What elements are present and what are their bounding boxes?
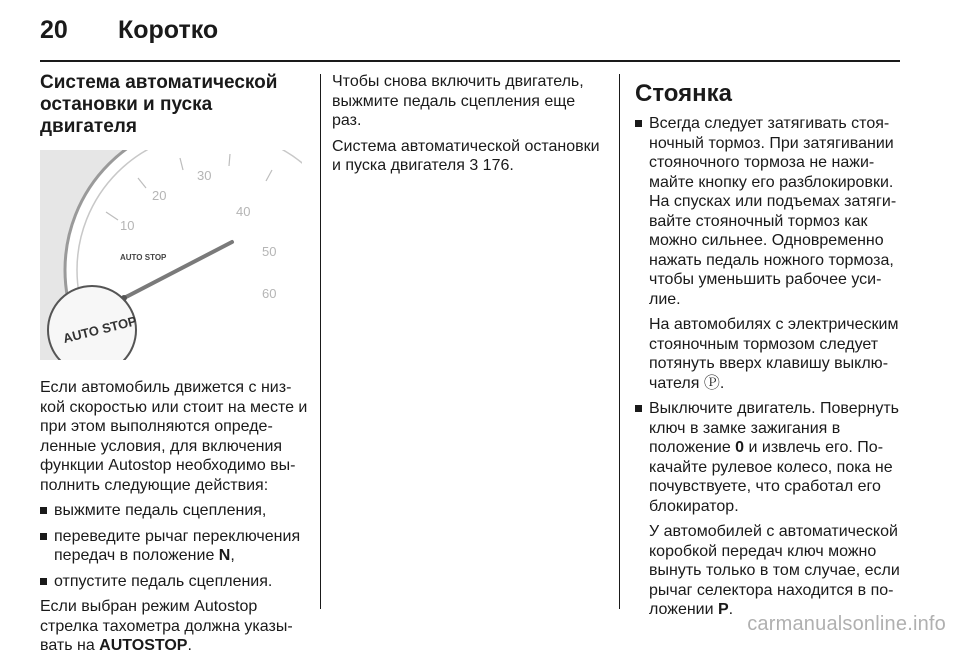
column-divider-1 [320,74,321,609]
section-heading-parking: Стоянка [635,80,732,107]
right-column [635,80,903,626]
gauge-number-40: 40 [236,204,251,219]
gauge-number-10: 10 [120,218,135,233]
left-column [40,72,308,662]
page-number: 20 [40,16,68,44]
list-item: переведите рычаг переключения передач в положение N, [40,527,308,566]
list-item: выжмите педаль сцепления, [40,501,308,521]
electric-brake-note: На автомобилях с электрическим стояночным тормозом следует потянуть вверх клавишу выключателя Ⓟ. [649,316,899,392]
page-reference-link[interactable]: 3 176. [469,157,514,174]
restart-paragraph: Чтобы снова включить двигатель, выжмите педаль сцепления еще раз. [332,73,584,129]
watermark: carmanualsonline.info [747,613,946,635]
page-header [40,16,218,56]
page-title: Коротко [118,16,219,44]
gauge-number-20: 20 [152,188,167,203]
cross-reference-paragraph: Система автоматической остановки и пуска двигателя 3 176. [332,137,600,174]
auto-stop-small-label: AUTO STOP [120,253,167,262]
list-item: отпустите педаль сцепления. [40,572,308,592]
header-rule [40,60,900,62]
gauge-number-60: 60 [262,286,277,301]
autostop-intro: Если автомобиль движется с низкой скоростью или стоит на месте и при этом выполняются определенные условия, для включения функции Autostop необходимо выполнить следующие действия: [40,379,308,494]
middle-column [332,72,600,182]
autostop-outro: Если выбран режим Autostop стрелка тахометра должна указывать на AUTOSTOP. [40,598,293,654]
gauge-number-30: 30 [197,168,212,183]
gauge-number-50: 50 [262,244,277,259]
list-item: Всегда следует затягивать стояночный тормоз. При затягивании стояночного тормоза не нажимайте кнопку его разблокировки. На спусках или подъемах затягивайте стояночный тормоз как можно сильнее. Одновременно нажать педаль ножного тормоза, чтобы уменьшить рабочее усилие. [635,114,903,309]
auto-stop-big-label: AUTO STOP [61,313,139,346]
list-item: Выключите двигатель. Повернуть ключ в замке зажигания в положение 0 и извлечь его. Покачайте рулевое колесо, пока не почувствуете, что сработал его блокиратор. [635,399,903,516]
parking-brake-icon: Ⓟ [703,374,720,392]
section-heading-autostop: Система автоматической остановки и пуска двигателя [40,72,278,137]
column-divider-2 [619,74,620,609]
tachometer-illustration [40,150,302,360]
automatic-gearbox-note: У автомобилей с автоматической коробкой передач ключ можно вынуть только в том случае, если рычаг селектора находится в положении P. [649,523,900,618]
